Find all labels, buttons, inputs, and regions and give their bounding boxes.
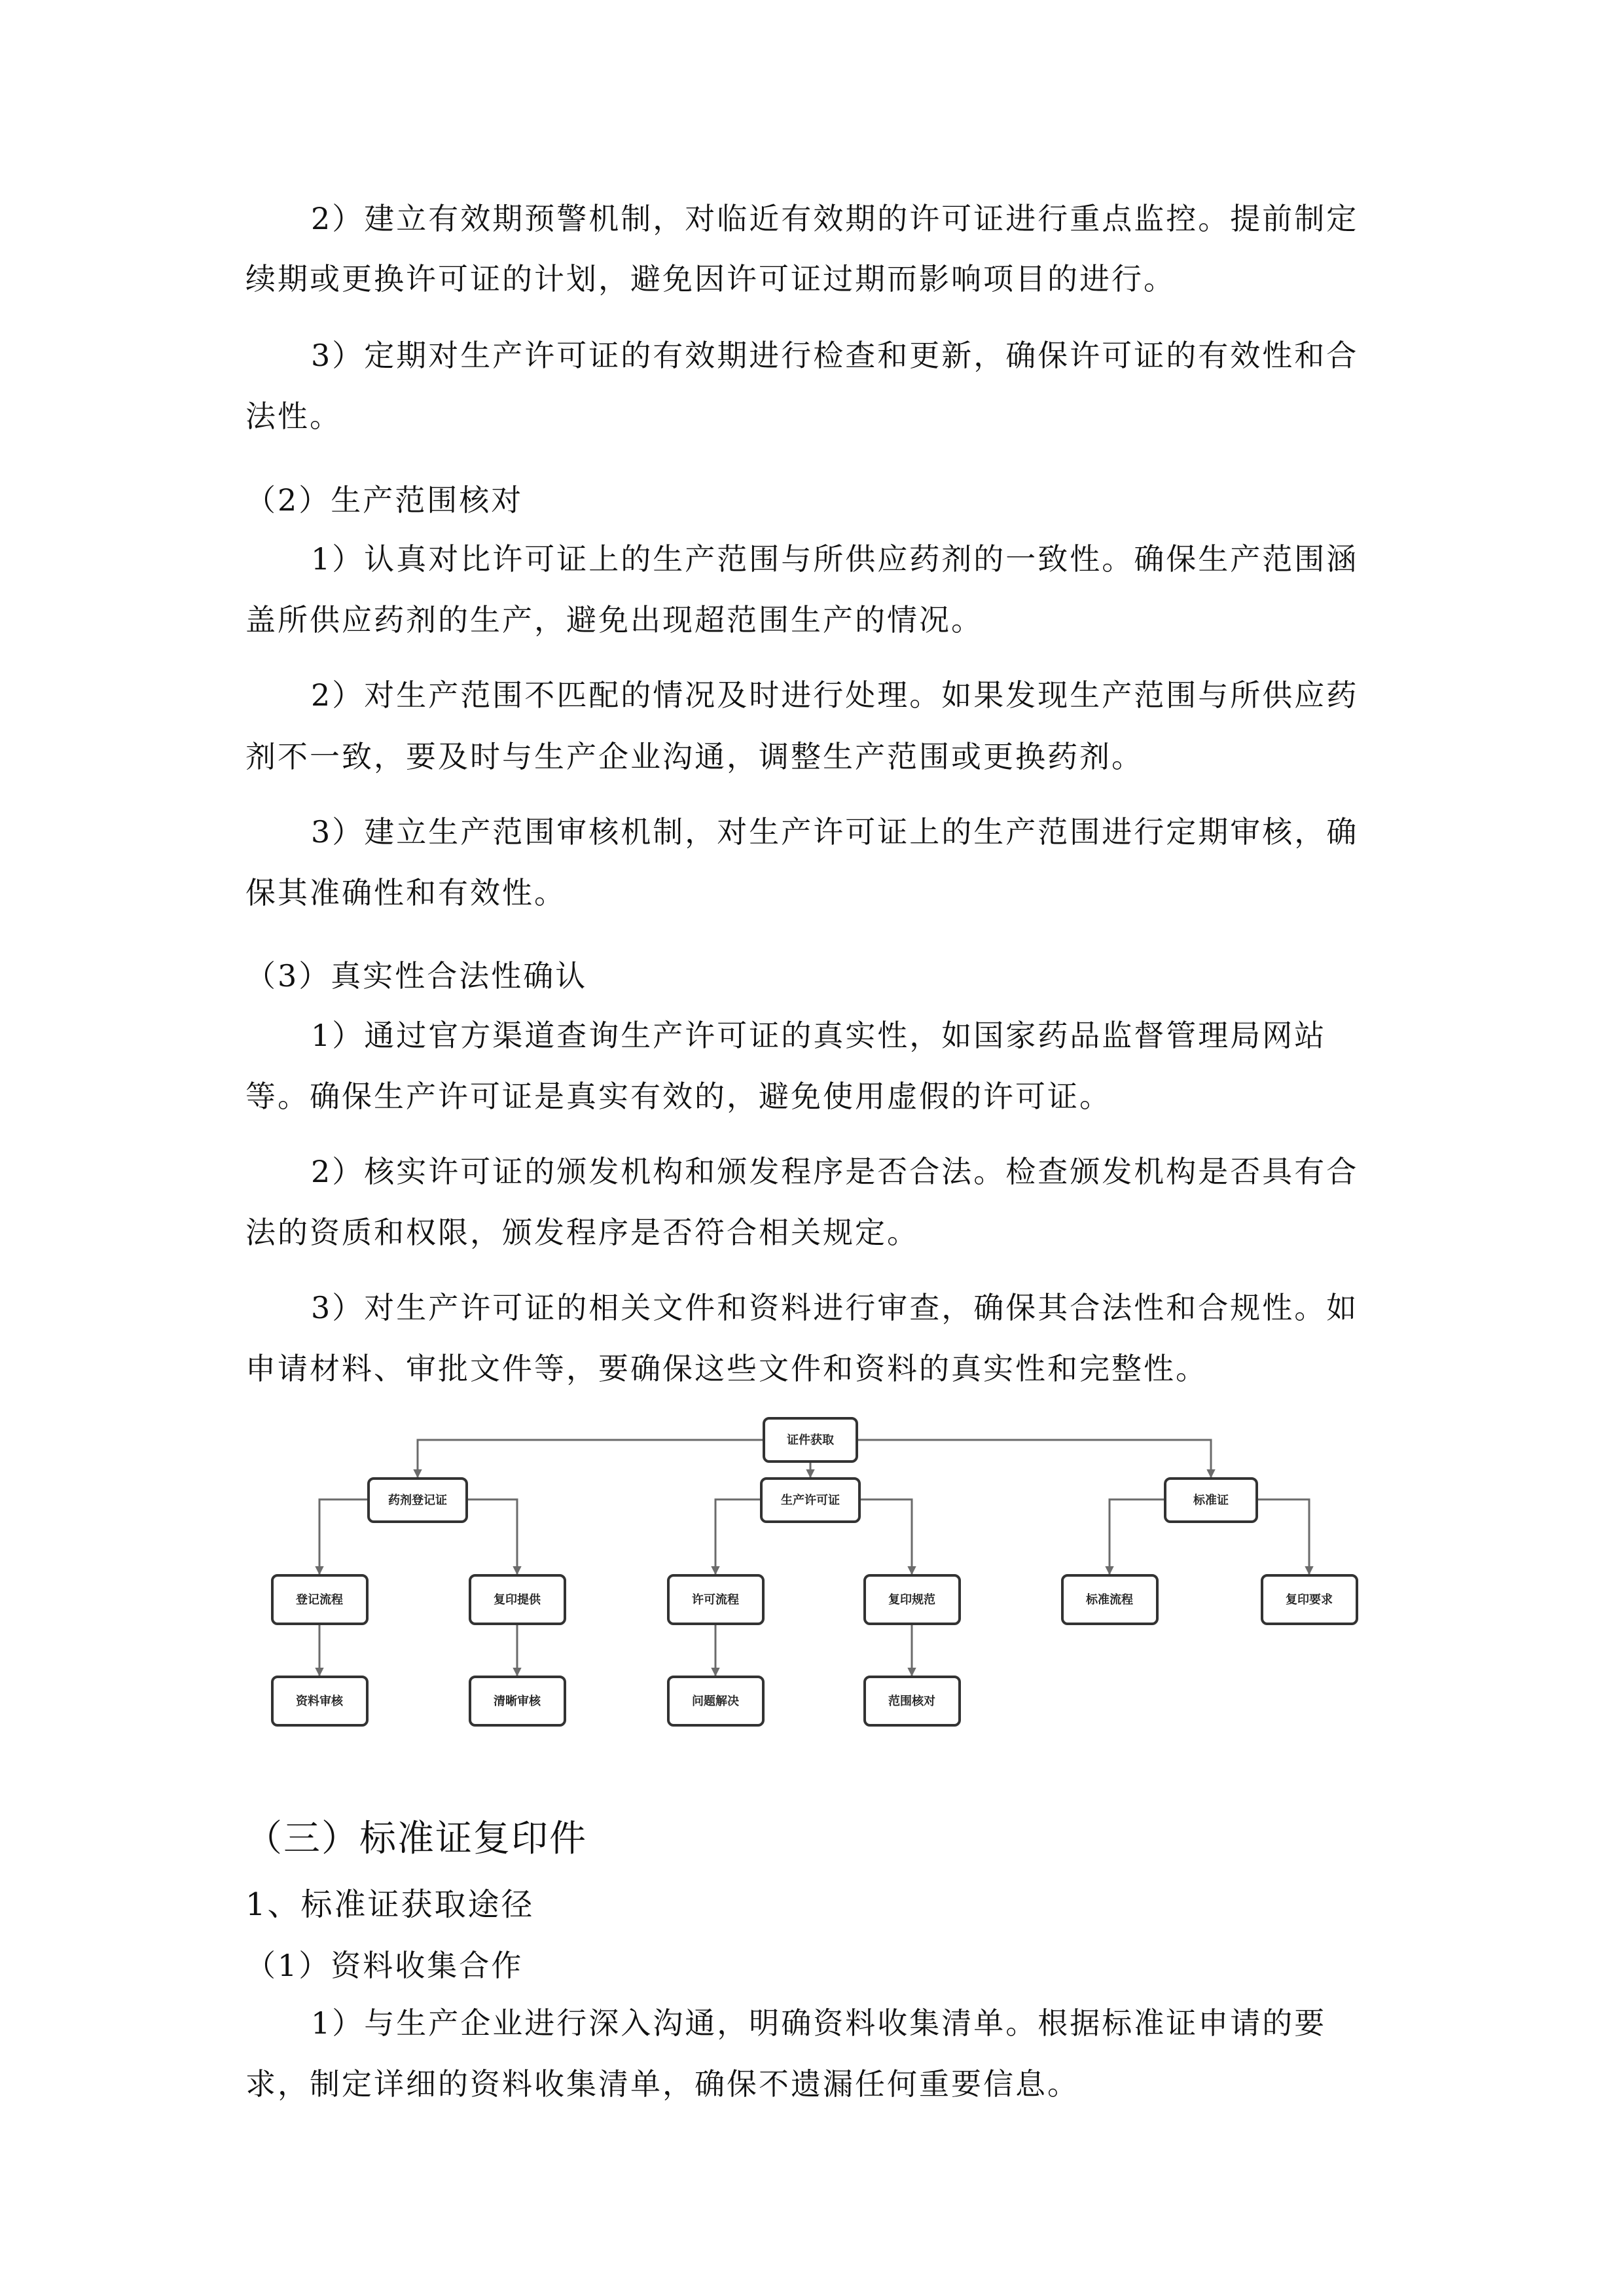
node-label: 许可流程 [692, 1593, 739, 1607]
subsection-title: 1、标准证获取途径 [245, 1886, 535, 1923]
flowchart-node-production-license [761, 1479, 859, 1522]
flowchart-connectors [319, 1440, 1309, 1676]
flowchart-node-registration-process [272, 1575, 367, 1624]
paragraph-line: 续期或更换许可证的计划，避免因许可证过期而影响项目的进行。 [245, 261, 1176, 296]
paragraph-line: 3）定期对生产许可证的有效期进行检查和更新，确保许可证的有效性和合 [311, 338, 1359, 373]
node-label: 问题解决 [692, 1695, 739, 1708]
flowchart-node-copy-provide [470, 1575, 565, 1624]
node-label: 资料审核 [296, 1695, 343, 1708]
node-label: 证件获取 [787, 1433, 834, 1447]
flowchart-node-copy-standard [865, 1575, 960, 1624]
paragraph-line: 盖所供应药剂的生产，避免出现超范围生产的情况。 [245, 602, 983, 637]
flowchart-node-drug-registration [369, 1479, 467, 1522]
flowchart-node-document-review [272, 1677, 367, 1725]
paragraph-line: 1）通过官方渠道查询生产许可证的真实性，如国家药品监督管理局网站 [311, 1018, 1327, 1053]
node-label: 复印规范 [888, 1593, 935, 1607]
paragraph-line: 2）对生产范围不匹配的情况及时进行处理。如果发现生产范围与所供应药 [311, 677, 1359, 713]
flowchart-node-copy-requirement [1262, 1575, 1357, 1624]
node-label: 标准流程 [1086, 1593, 1133, 1607]
paragraph-line: 剂不一致，要及时与生产企业沟通，调整生产范围或更换药剂。 [245, 739, 1144, 774]
paragraph-line: 法性。 [245, 399, 342, 434]
flowchart-node-clarity-review [470, 1677, 565, 1725]
node-label: 登记流程 [296, 1593, 343, 1607]
paragraph-line: 1）认真对比许可证上的生产范围与所供应药剂的一致性。确保生产范围涵 [311, 541, 1359, 577]
section-heading-authenticity: （3）真实性合法性确认 [245, 958, 588, 994]
node-label: 标准证 [1193, 1494, 1229, 1507]
node-label: 复印要求 [1286, 1593, 1333, 1607]
flowchart-node-standard-cert [1165, 1479, 1257, 1522]
node-label: 生产许可证 [781, 1494, 840, 1507]
node-label: 清晰审核 [494, 1695, 541, 1708]
paragraph-line: 3）对生产许可证的相关文件和资料进行审查，确保其合法性和合规性。如 [311, 1290, 1359, 1325]
paragraph-line: 等。确保生产许可证是真实有效的，避免使用虚假的许可证。 [245, 1079, 1111, 1114]
flowchart-node-standard-process [1062, 1575, 1157, 1624]
paragraph-line: 保其准确性和有效性。 [245, 875, 566, 910]
paragraph-line: 法的资质和权限，颁发程序是否符合相关规定。 [245, 1215, 919, 1250]
node-label: 药剂登记证 [388, 1494, 447, 1507]
paragraph-line: 2）核实许可证的颁发机构和颁发程序是否合法。检查颁发机构是否具有合 [311, 1154, 1359, 1189]
paragraph-line: 2）建立有效期预警机制，对临近有效期的许可证进行重点监控。提前制定 [311, 201, 1359, 236]
flowchart-node-scope-check [865, 1677, 960, 1725]
flowchart-node-license-process [668, 1575, 763, 1624]
paragraph-line: 申请材料、审批文件等，要确保这些文件和资料的真实性和完整性。 [245, 1351, 1208, 1386]
flowchart-diagram [265, 1410, 1371, 1784]
section-title: （三）标准证复印件 [245, 1818, 587, 1860]
paragraph-line: 求，制定详细的资料收集清单，确保不遗漏任何重要信息。 [245, 2066, 1079, 2102]
paragraph-line: 1）与生产企业进行深入沟通，明确资料收集清单。根据标准证申请的要 [311, 2005, 1327, 2041]
node-label: 范围核对 [888, 1695, 935, 1708]
flowchart-node-problem-solving [668, 1677, 763, 1725]
node-label: 复印提供 [494, 1593, 541, 1607]
flowchart-node-root [764, 1418, 857, 1462]
section-heading-scope: （2）生产范围核对 [245, 482, 524, 518]
paragraph-line: 3）建立生产范围审核机制，对生产许可证上的生产范围进行定期审核，确 [311, 814, 1359, 850]
subsection-heading: （1）资料收集合作 [245, 1948, 524, 1983]
